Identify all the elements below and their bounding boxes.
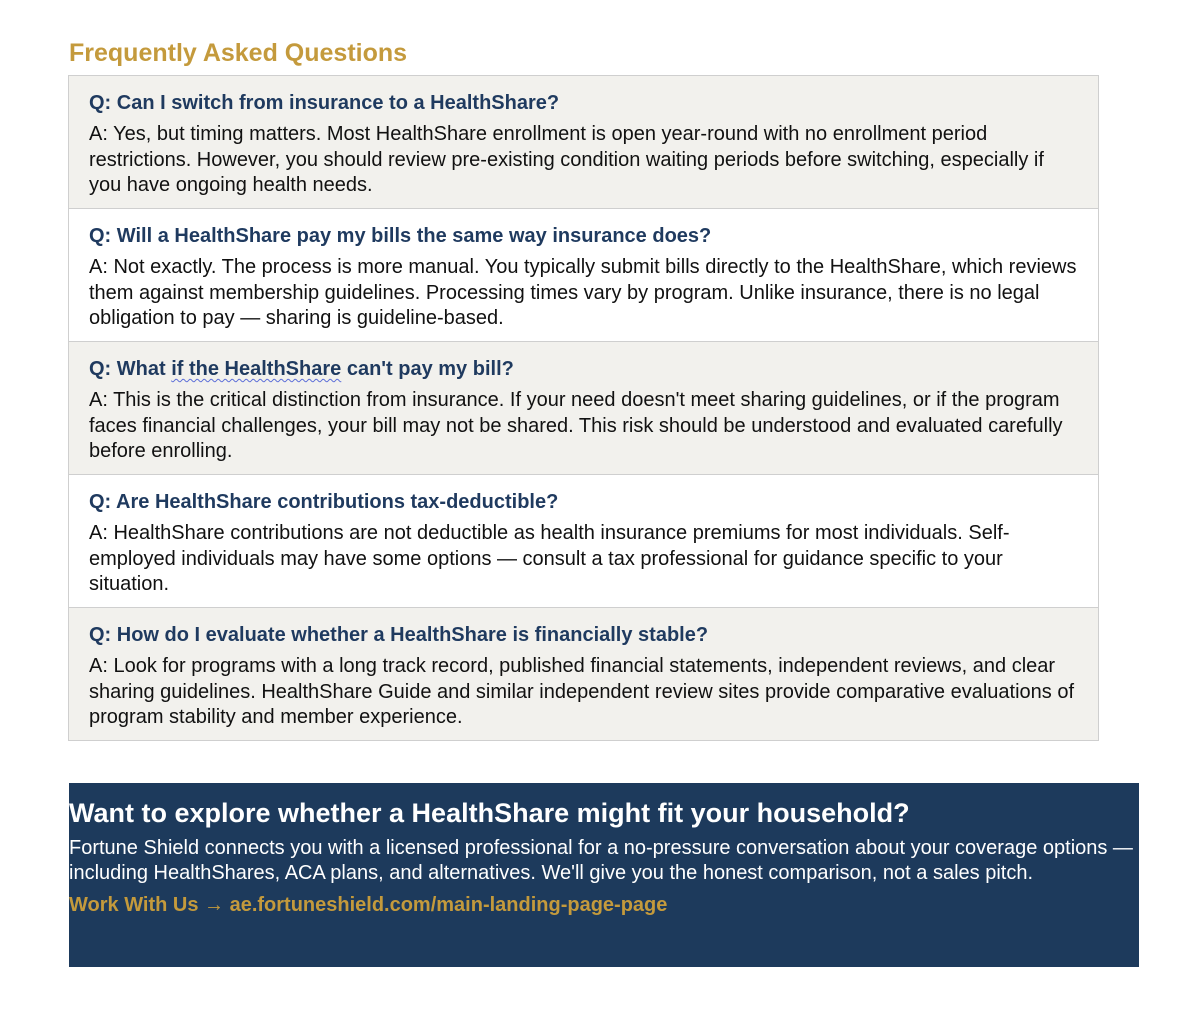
spellcheck-marked-text[interactable]: if the HealthShare	[171, 358, 342, 380]
faq-answer: A: Look for programs with a long track record, published financial statements, independent reviews, and clear sharing guidelines. HealthShare Guide and similar independent review sites provide comparative evaluations of program stability and member experience.	[89, 655, 1075, 728]
faq-question: Q: Are HealthShare contributions tax-deductible?	[89, 491, 559, 513]
faq-title: Frequently Asked Questions	[69, 39, 408, 67]
work-with-us-link[interactable]: Work With Us → ae.fortuneshield.com/main-landing-page-page	[69, 894, 668, 916]
faq-question	[89, 357, 1078, 381]
faq-question: Q: Will a HealthShare pay my bills the same way insurance does?	[89, 225, 712, 247]
faq-item	[69, 208, 1098, 341]
faq-question-prefix: Q: What	[89, 358, 172, 380]
cta-banner	[69, 783, 1139, 967]
faq-list	[68, 75, 1099, 741]
faq-answer: A: Not exactly. The process is more manual. You typically submit bills directly to the HealthShare, which reviews them against membership guidelines. Processing times vary by program. Unlike insurance, there is no legal obligation to pay — sharing is guideline-based.	[89, 256, 1077, 329]
faq-question: Q: Can I switch from insurance to a HealthShare?	[89, 92, 560, 114]
faq-answer: A: Yes, but timing matters. Most HealthShare enrollment is open year-round with no enrollment period restrictions. However, you should review pre-existing condition waiting periods before switching, especially if you have ongoing health needs.	[89, 123, 1044, 196]
faq-question-suffix: can't pay my bill?	[341, 358, 514, 380]
cta-text: Fortune Shield connects you with a licensed professional for a no-pressure conversation about your coverage options — including HealthShares, ACA plans, and alternatives. We'll give you the honest comparison, not a sales pitch.	[69, 837, 1133, 884]
faq-item	[69, 474, 1098, 607]
faq-item	[69, 341, 1098, 474]
faq-item	[69, 607, 1098, 740]
cta-title: Want to explore whether a HealthShare might fit your household?	[69, 798, 910, 828]
faq-item	[69, 76, 1098, 208]
faq-question: Q: How do I evaluate whether a HealthShare is financially stable?	[89, 624, 709, 646]
faq-answer: A: This is the critical distinction from insurance. If your need doesn't meet sharing guidelines, or if the program faces financial challenges, your bill may not be shared. This risk should be understood and evaluated carefully before enrolling.	[89, 389, 1063, 462]
faq-answer: A: HealthShare contributions are not deductible as health insurance premiums for most individuals. Self-employed individuals may have some options — consult a tax professional for guidance specific to your situation.	[89, 522, 1010, 595]
